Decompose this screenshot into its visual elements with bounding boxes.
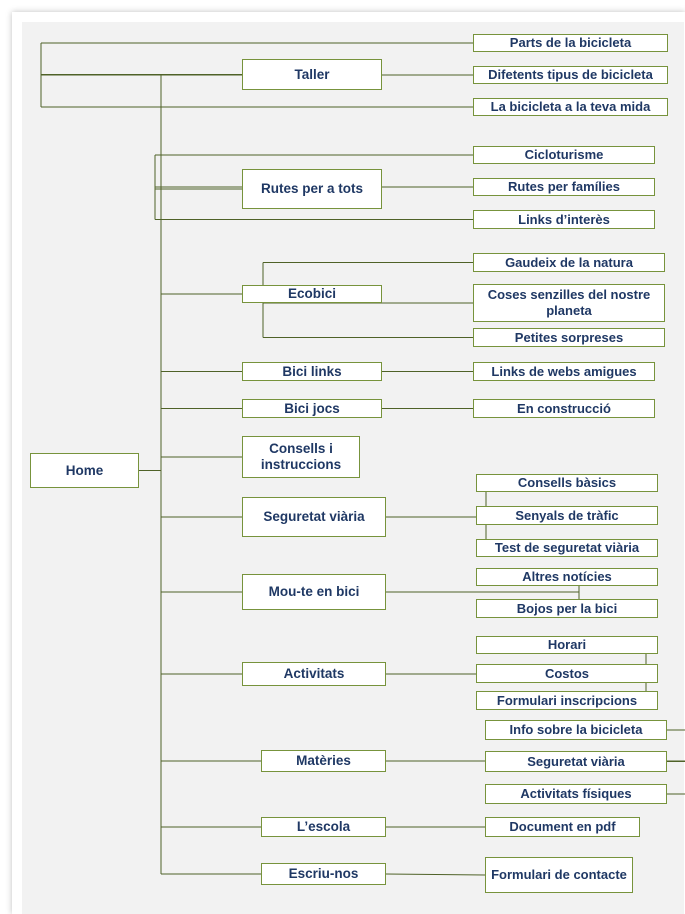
child-node-escola-1: Document en pdf xyxy=(485,817,640,837)
child-node-rutes-1: Cicloturisme xyxy=(473,146,655,164)
child-node-seguretat-3: Test de seguretat viària xyxy=(476,539,658,557)
child-node-ecobici-3: Petites sorpreses xyxy=(473,328,665,347)
child-node-ecobici-2: Coses senzilles del nostre planeta xyxy=(473,284,665,322)
child-node-rutes-3: Links d’interès xyxy=(473,210,655,229)
child-node-taller-2: Difetents tipus de bicicleta xyxy=(473,66,668,84)
child-node-seguretat-2: Senyals de tràfic xyxy=(476,506,658,525)
child-node-seguretat-1: Consells bàsics xyxy=(476,474,658,492)
child-node-taller-1: Parts de la bicicleta xyxy=(473,34,668,52)
child-node-materies-3: Activitats físiques xyxy=(485,784,667,804)
section-node-moute: Mou-te en bici xyxy=(242,574,386,610)
section-node-taller: Taller xyxy=(242,59,382,90)
child-connector-escriu xyxy=(386,874,485,875)
section-node-bicilinks: Bici links xyxy=(242,362,382,381)
section-node-escola: L’escola xyxy=(261,817,386,837)
child-node-moute-2: Bojos per la bici xyxy=(476,599,658,618)
child-node-bicilinks-1: Links de webs amigues xyxy=(473,362,655,381)
child-node-bicijocs-1: En construcció xyxy=(473,399,655,418)
section-node-rutes: Rutes per a tots xyxy=(242,169,382,209)
section-node-materies: Matèries xyxy=(261,750,386,772)
child-node-materies-2: Seguretat viària xyxy=(485,751,667,772)
child-node-ecobici-1: Gaudeix de la natura xyxy=(473,253,665,272)
child-node-activitats-1: Horari xyxy=(476,636,658,654)
child-node-materies-1: Info sobre la bicicleta xyxy=(485,720,667,740)
section-node-seguretat: Seguretat viària xyxy=(242,497,386,537)
section-node-escriu: Escriu-nos xyxy=(261,863,386,885)
child-node-rutes-2: Rutes per famílies xyxy=(473,178,655,196)
section-node-consells: Consells i instruccions xyxy=(242,436,360,478)
child-node-activitats-3: Formulari inscripcions xyxy=(476,691,658,710)
section-node-ecobici: Ecobici xyxy=(242,285,382,303)
child-node-activitats-2: Costos xyxy=(476,664,658,683)
child-node-taller-3: La bicicleta a la teva mida xyxy=(473,98,668,116)
root-node-home: Home xyxy=(30,453,139,488)
child-node-moute-1: Altres notícies xyxy=(476,568,658,586)
section-node-bicijocs: Bici jocs xyxy=(242,399,382,418)
section-node-activitats: Activitats xyxy=(242,662,386,686)
child-node-escriu-1: Formulari de contacte xyxy=(485,857,633,893)
